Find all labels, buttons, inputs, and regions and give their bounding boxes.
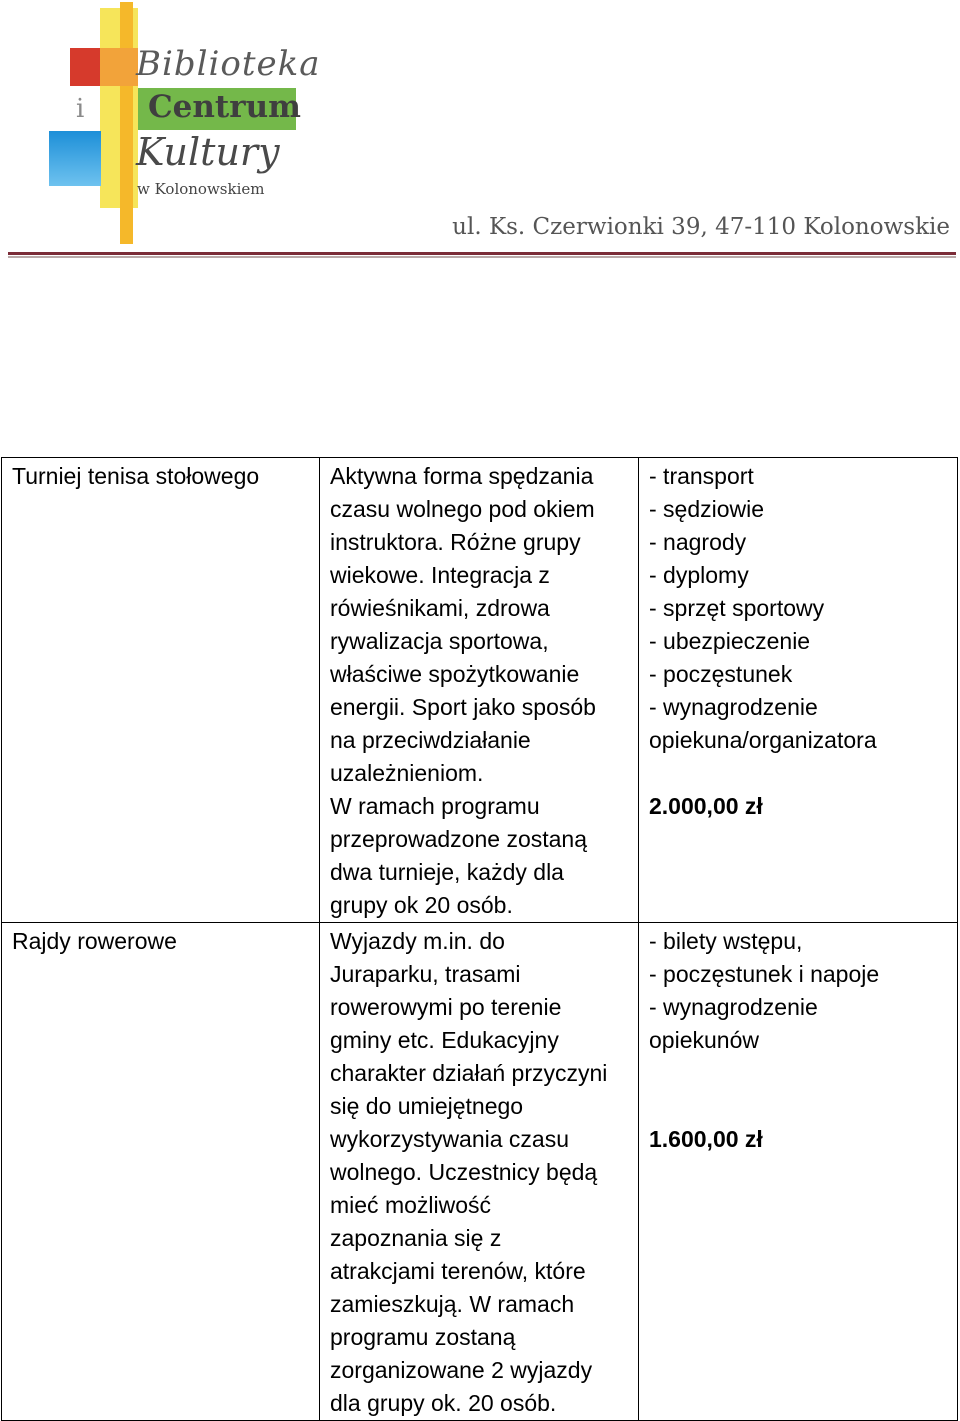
cost-item: - ubezpieczenie	[649, 628, 811, 654]
cost-item: - transport	[649, 463, 754, 489]
description-line: przeprowadzone zostaną	[330, 826, 587, 852]
header-divider	[8, 252, 956, 258]
logo-orange-bar	[120, 2, 133, 244]
logo-text-kultury: Kultury	[136, 130, 280, 174]
activity-description-cell	[320, 458, 639, 923]
description-line: właściwe spożytkowanie	[330, 661, 580, 687]
table-row	[2, 458, 958, 923]
description-line: czasu wolnego pod okiem	[330, 496, 595, 522]
program-table	[1, 457, 958, 1421]
description-line: atrakcjami terenów, które	[330, 1258, 586, 1284]
description-line: zorganizowane 2 wyjazdy	[330, 1357, 593, 1383]
description-line: programu zostaną	[330, 1324, 516, 1350]
cost-item: - wynagrodzenie	[649, 694, 818, 720]
description-line: rywalizacja sportowa,	[330, 628, 549, 654]
activity-costs-cell	[639, 923, 958, 1421]
cost-item: - wynagrodzenie	[649, 994, 818, 1020]
description-line: wykorzystywania czasu	[330, 1126, 570, 1152]
description-line: zapoznania się z	[330, 1225, 502, 1251]
description-line: instruktora. Różne grupy	[330, 529, 581, 555]
description-line: W ramach programu	[330, 793, 540, 819]
activity-name-cell	[2, 458, 320, 923]
logo-text-centrum: Centrum	[148, 89, 301, 125]
description-line: rówieśnikami, zdrowa	[330, 595, 550, 621]
description-line: energii. Sport jako sposób	[330, 694, 596, 720]
cost-item: - poczęstunek i napoje	[649, 961, 880, 987]
activity-name: Turniej tenisa stołowego	[12, 463, 260, 489]
description-line: rowerowymi po terenie	[330, 994, 562, 1020]
cost-item: - poczęstunek	[649, 661, 793, 687]
description-line: dla grupy ok. 20 osób.	[330, 1390, 557, 1416]
activity-description-cell	[320, 923, 639, 1421]
description-line: gminy etc. Edukacyjny	[330, 1027, 559, 1053]
logo-red-square	[70, 48, 100, 86]
activity-costs-cell	[639, 458, 958, 923]
logo-blue-square	[49, 131, 101, 186]
description-line: grupy ok 20 osób.	[330, 892, 513, 918]
activity-name-cell	[2, 923, 320, 1421]
description-line: wiekowe. Integracja z	[330, 562, 550, 588]
description-line: się do umiejętnego	[330, 1093, 524, 1119]
logo-text-location: w Kolonowskiem	[137, 180, 265, 198]
cost-amount: 1.600,00 zł	[649, 1126, 763, 1152]
address: ul. Ks. Czerwionki 39, 47-110 Kolonowskie	[452, 214, 950, 240]
spacer	[649, 1090, 947, 1123]
description-line: na przeciwdziałanie	[330, 727, 531, 753]
description-line: charakter działań przyczyni	[330, 1060, 608, 1086]
description-line: Juraparku, trasami	[330, 961, 521, 987]
cost-amount: 2.000,00 zł	[649, 793, 763, 819]
cost-item: - nagrody	[649, 529, 747, 555]
description-line: mieć możliwość	[330, 1192, 492, 1218]
cost-item: opiekunów	[649, 1027, 759, 1053]
description-line: wolnego. Uczestnicy będą	[330, 1159, 598, 1185]
cost-item: - sprzęt sportowy	[649, 595, 825, 621]
spacer	[649, 757, 947, 790]
description-line: zamieszkują. W ramach	[330, 1291, 575, 1317]
library-logo	[40, 0, 350, 250]
logo-mark: i	[76, 94, 85, 124]
logo-text-biblioteka: Biblioteka	[136, 44, 321, 84]
cost-item: opiekuna/organizatora	[649, 727, 877, 753]
spacer	[649, 1057, 947, 1090]
description-line: uzależnieniom.	[330, 760, 484, 786]
description-line: Wyjazdy m.in. do	[330, 928, 505, 954]
cost-item: - bilety wstępu,	[649, 928, 803, 954]
description-line: dwa turnieje, każdy dla	[330, 859, 564, 885]
logo-orange-square	[100, 48, 138, 86]
table-row	[2, 923, 958, 1421]
cost-item: - sędziowie	[649, 496, 765, 522]
description-line: Aktywna forma spędzania	[330, 463, 594, 489]
activity-name: Rajdy rowerowe	[12, 928, 177, 954]
cost-item: - dyplomy	[649, 562, 749, 588]
